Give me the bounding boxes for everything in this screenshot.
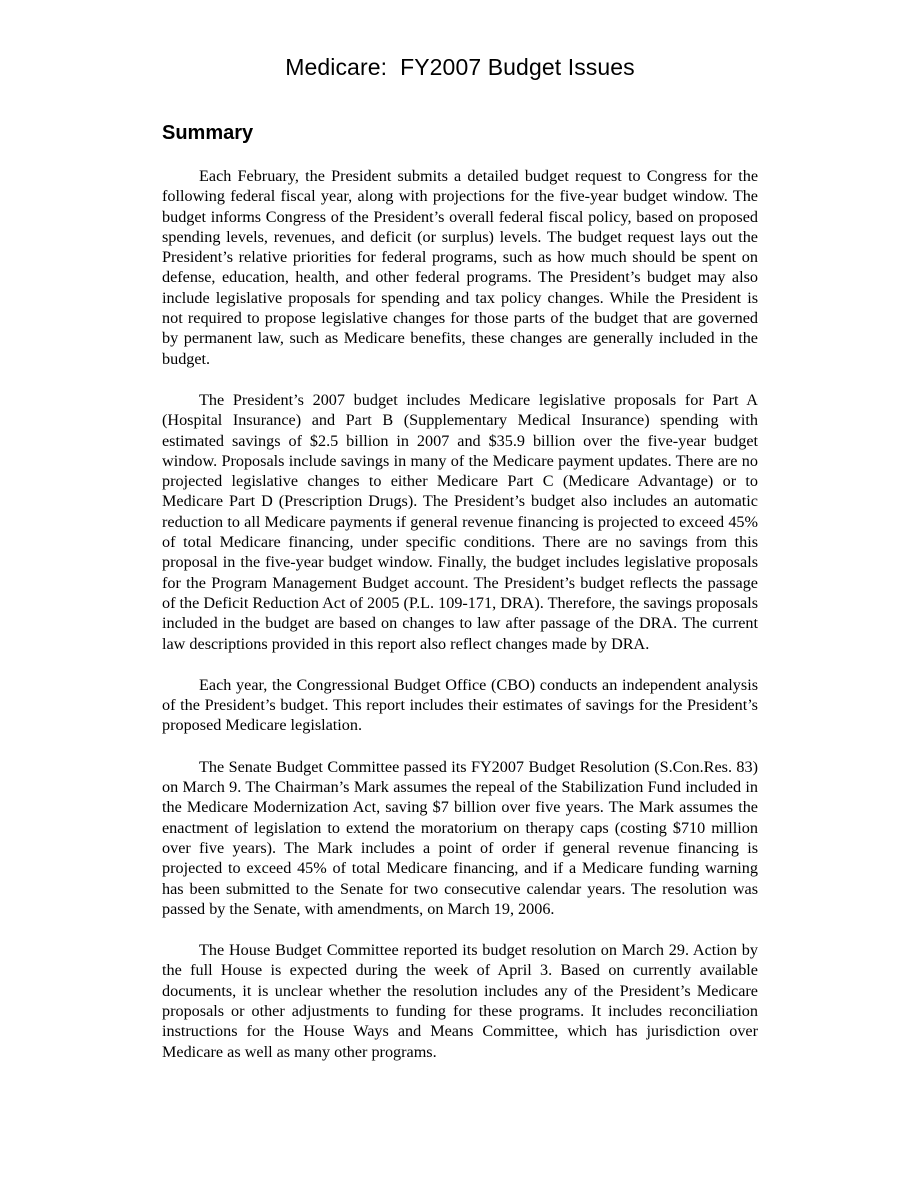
paragraph-budget-request: Each February, the President submits a detailed budget request to Congress for the following federal fiscal year, along with projections for the five-year budget window. The budget informs Congress of the President’s overall federal fiscal policy, based on proposed spending levels, revenues, and deficit (or surplus) levels. The budget request lays out the President’s relative priorities for federal programs, such as how much should be spent on defense, education, health, and other federal programs. The President’s budget may also include legislative proposals for spending and tax policy changes. While the President is not required to propose legislative changes for those parts of the budget that are governed by permanent law, such as Medicare benefits, these changes are generally included in the budget. [162, 167, 758, 368]
paragraph-cbo-analysis: Each year, the Congressional Budget Office (CBO) conducts an independent analysis of the President’s budget. This report includes their estimates of savings for the President’s proposed Medicare legislation. [162, 675, 758, 735]
section-heading-summary: Summary [162, 122, 254, 144]
paragraph-senate-resolution: The Senate Budget Committee passed its FY2007 Budget Resolution (S.Con.Res. 83) on March 9. The Chairman’s Mark assumes the repeal of the Stabilization Fund included in the Medicare Modernization Act, saving $7 billion over five years. The Mark assumes the enactment of legislation to extend the moratorium on therapy caps (costing $710 million over five years). The Mark includes a point of order if general revenue financing is projected to exceed 45% of total Medicare financing, and if a Medicare funding warning has been submitted to the Senate for two consecutive calendar years. The resolution was passed by the Senate, with amendments, on March 19, 2006. [162, 757, 758, 918]
summary-body [162, 166, 758, 1083]
document-title: Medicare: FY2007 Budget Issues [285, 54, 635, 80]
paragraph-medicare-proposals: The President’s 2007 budget includes Medicare legislative proposals for Part A (Hospital Insurance) and Part B (Supplementary Medical Insurance) spending with estimated savings of $2.5 billion in 2007 and $35.9 billion over the five-year budget window. Proposals include savings in many of the Medicare payment updates. There are no projected legislative changes to either Medicare Part C (Medicare Advantage) or to Medicare Part D (Prescription Drugs). The President’s budget also includes an automatic reduction to all Medicare payments if general revenue financing is projected to exceed 45% of total Medicare financing, under specific conditions. There are no savings from this proposal in the five-year budget window. Finally, the budget includes legislative proposals for the Program Management Budget account. The President’s budget reflects the passage of the Deficit Reduction Act of 2005 (P.L. 109-171, DRA). Therefore, the savings proposals included in the budget are based on changes to law after passage of the DRA. The current law descriptions provided in this report also reflect changes made by DRA. [162, 390, 758, 653]
paragraph-house-resolution: The House Budget Committee reported its budget resolution on March 29. Action by the full House is expected during the week of April 3. Based on currently available documents, it is unclear whether the resolution includes any of the President’s Medicare proposals or other adjustments to funding for these programs. It includes reconciliation instructions for the House Ways and Means Committee, which has jurisdiction over Medicare as well as many other programs. [162, 941, 758, 1061]
